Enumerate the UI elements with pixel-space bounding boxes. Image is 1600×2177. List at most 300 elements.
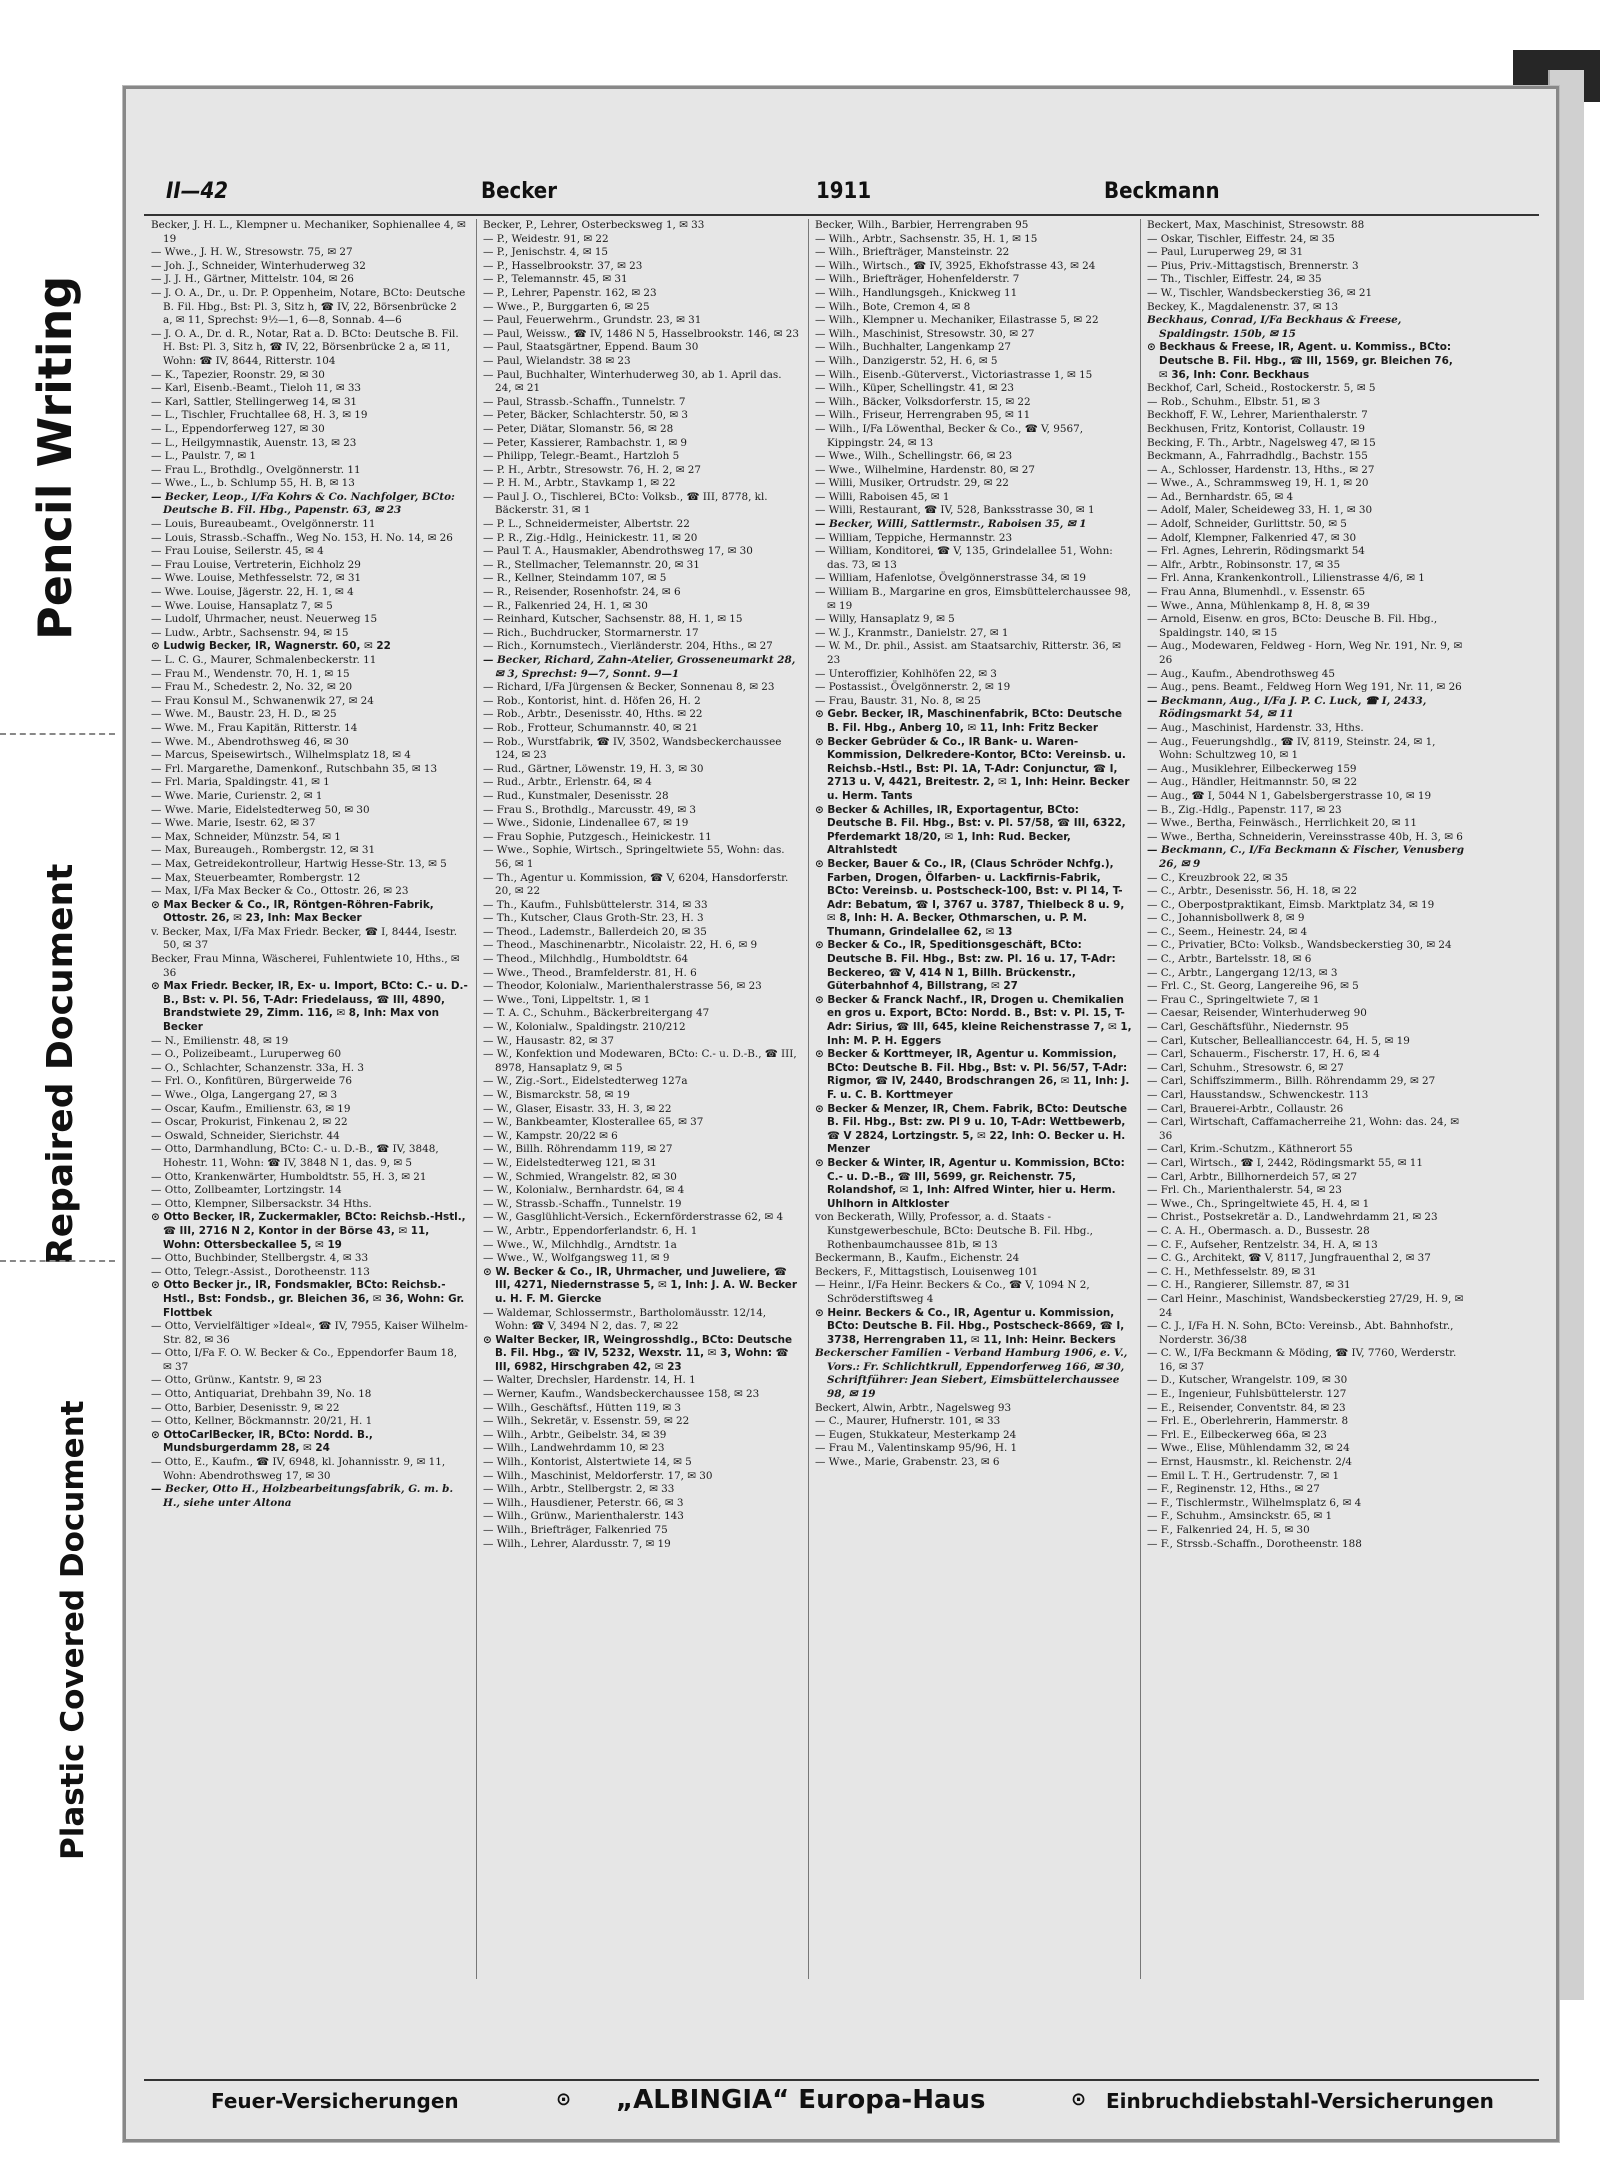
directory-entry: — Wilh., Landwehrdamm 10, ✉ 23 (483, 1442, 665, 1455)
directory-entry: — Th., Agentur u. Kommission, ☎ V, 6204, Hansdorferstr. 20, ✉ 22 (483, 871, 789, 898)
directory-entry: Beckert, Alwin, Arbtr., Nagelsweg 93 (815, 1401, 1012, 1414)
directory-entry: — C. H., Rangierer, Sillemstr. 87, ✉ 31 (1147, 1279, 1351, 1292)
directory-entry: — Wwe. Marie, Eidelstedterweg 50, ✉ 30 (151, 803, 370, 816)
directory-entry: — C., Arbtr., Bartelsstr. 18, ✉ 6 (1147, 953, 1312, 966)
directory-entry: — Frau S., Brothdlg., Marcusstr. 49, ✉ 3 (483, 803, 697, 816)
directory-entry: — Otto, I/Fa F. O. W. Becker & Co., Eppendorfer Baum 18, ✉ 37 (151, 1347, 458, 1373)
directory-entry: — Wwe., Marie, Grabenstr. 23, ✉ 6 (815, 1456, 1000, 1469)
directory-entry: — Caesar, Reisender, Winterhuderweg 90 (1147, 1007, 1367, 1020)
directory-entry: — W., Schmied, Wrangelstr. 82, ✉ 30 (483, 1170, 677, 1183)
directory-entry: — Louis, Bureaubeamt., Ovelgönnerstr. 11 (151, 518, 376, 531)
directory-entry: — William, Konditorei, ☎ V, 135, Grindelallee 51, Wohn: das. 73, ✉ 13 (815, 545, 1113, 571)
directory-entry: — Rud., Arbtr., Erlenstr. 64, ✉ 4 (483, 776, 652, 789)
directory-entry: — Otto, Darmhandlung, BCto: C.- u. D.-B., ☎ IV, 3848, Hohestr. 11, Wohn: ☎ IV, 3848 N 1, das. 9, ✉ 5 (151, 1143, 439, 1169)
page-header (126, 179, 1556, 219)
directory-entry: — L., Heilgymnastik, Auenstr. 13, ✉ 23 (151, 436, 357, 449)
directory-entry: — A., Schlosser, Hardenstr. 13, Hths., ✉ 27 (1147, 463, 1375, 476)
directory-page (123, 86, 1559, 2142)
directory-entry: — W., Gasglühlicht-Versich., Eckernförderstrasse 62, ✉ 4 (483, 1211, 784, 1224)
directory-entry: — C., Privatier, BCto: Volksb., Wandsbeckerstieg 30, ✉ 24 (1147, 939, 1452, 952)
directory-entry: ⊙ Ludwig Becker, IR, Wagnerstr. 60, ✉ 22 (151, 640, 391, 653)
directory-entry: — Rob., Wurstfabrik, ☎ IV, 3502, Wandsbeckerchaussee 124, ✉ 23 (483, 735, 782, 762)
directory-entry: — Frau L., Brothdlg., Ovelgönnerstr. 11 (151, 463, 361, 476)
directory-entry: — F., Reginenstr. 12, Hths., ✉ 27 (1147, 1483, 1320, 1496)
directory-entry: — Willi, Restaurant, ☎ IV, 528, Banksstrasse 30, ✉ 1 (815, 504, 1095, 517)
directory-entry: ⊙ Becker & Korttmeyer, IR, Agentur u. Kommission, BCto: Deutsche B. Fil. Hbg., Bst: v. Pl. 56/57, T-Adr: Rigmor, ☎ IV, 2440, Brodschrangen 26, ✉ 11, Inh: J. F. u. C. B. Korttmeyer (815, 1048, 1130, 1101)
directory-entry: — Frl. Ch., Marienthalerstr. 54, ✉ 23 (1147, 1184, 1342, 1197)
directory-entry: — Aug., Händler, Heitmannstr. 50, ✉ 22 (1147, 776, 1358, 789)
directory-entry: — C. J., I/Fa H. N. Sohn, BCto: Vereinsb., Abt. Bahnhofstr., Norderstr. 36/38 (1147, 1320, 1454, 1346)
directory-entry: — Wwe. Louise, Methfesselstr. 72, ✉ 31 (151, 572, 362, 585)
directory-entry: — Adolf, Schneider, Gurlittstr. 50, ✉ 5 (1147, 518, 1347, 531)
directory-entry: — Wilh., Friseur, Herrengraben 95, ✉ 11 (815, 409, 1031, 422)
directory-entry: — F., Strssb.-Schaffn., Dorotheenstr. 188 (1147, 1537, 1362, 1550)
directory-entry: — Max, Getreidekontrolleur, Hartwig Hesse-Str. 13, ✉ 5 (151, 857, 447, 870)
directory-entry: — Otto, Antiquariat, Drehbahn 39, No. 18 (151, 1388, 372, 1401)
side-label-plastic-covered-document: Plastic Covered Document (55, 1400, 91, 1860)
directory-entry: — Wwe. Marie, Curienstr. 2, ✉ 1 (151, 789, 323, 802)
directory-entry: — W., Glaser, Eisastr. 33, H. 3, ✉ 22 (483, 1102, 672, 1115)
directory-entry: ⊙ Becker & Franck Nachf., IR, Drogen u. Chemikalien en gros u. Export, BCto: Nordd. B., Bst: v. Pl. 15, T-Adr: Sirius, ☎ III, 645, kleine Reichenstrasse 7, ✉ 1, Inh: M. P. H. Eggers (815, 993, 1132, 1047)
directory-entry: ⊙ Becker & Winter, IR, Agentur u. Kommission, BCto: C.- u. D.-B., ☎ III, 5699, gr. Reichenstr. 75, Rolandshof, ✉ 1, Inh: Alfred Winter, hier u. Herm. Uhlhorn in Altkloster (815, 1156, 1125, 1210)
directory-entry: — Otto, Klempner, Silbersackstr. 34 Hths. (151, 1197, 372, 1210)
directory-entry: — Wilh., Danzigerstr. 52, H. 6, ✉ 5 (815, 354, 998, 367)
directory-entry: — Philipp, Telegr.-Beamt., Hartzloh 5 (483, 450, 680, 463)
directory-entry: — Aug., Musiklehrer, Eilbeckerweg 159 (1147, 762, 1357, 775)
directory-entry: — Max, Bureaugeh., Rombergstr. 12, ✉ 31 (151, 844, 376, 857)
directory-entry: — C. G., Architekt, ☎ V, 8117, Jungfrauenthal 2, ✉ 37 (1147, 1252, 1431, 1265)
directory-entry: — P., Weidestr. 91, ✉ 22 (483, 232, 609, 245)
directory-entry: — Max, I/Fa Max Becker & Co., Ottostr. 26, ✉ 23 (151, 885, 409, 898)
directory-entry: — P., Telemannstr. 45, ✉ 31 (483, 273, 628, 286)
directory-entry: — Beckmann, C., I/Fa Beckmann & Fischer, Venusberg 26, ✉ 9 (1147, 844, 1465, 870)
directory-entry: — Marcus, Speisewirtsch., Wilhelmsplatz 18, ✉ 4 (151, 749, 411, 762)
directory-entry: — William, Teppiche, Hermannstr. 23 (815, 531, 1013, 544)
directory-entry: Beckhusen, Fritz, Kontorist, Collaustr. 19 (1147, 422, 1365, 435)
directory-entry: — Karl, Sattler, Stellingerweg 14, ✉ 31 (151, 395, 358, 408)
directory-entry: ⊙ Walter Becker, IR, Weingrosshdlg., BCto: Deutsche B. Fil. Hbg., ☎ IV, 5232, Wexstr. 11, ✉ 3, Wohn: ☎ III, 6982, Hirschgraben 42, ✉ 23 (483, 1333, 793, 1373)
directory-entry: — Wwe., Ch., Springeltwiete 45, H. 4, ✉ 1 (1147, 1197, 1370, 1210)
directory-entry: — Peter, Bäcker, Schlachterstr. 50, ✉ 3 (483, 409, 688, 422)
column-rule (808, 219, 809, 1979)
directory-entry: — Wwe., W., Wolfgangsweg 11, ✉ 9 (483, 1252, 670, 1265)
directory-entry: — Frau M., Schedestr. 2, No. 32, ✉ 20 (151, 681, 353, 694)
directory-entry: — Frl. O., Konfitüren, Bürgerweide 76 (151, 1075, 353, 1088)
directory-entry: — Wwe., Elise, Mühlendamm 32, ✉ 24 (1147, 1442, 1350, 1455)
directory-entry: — Oskar, Tischler, Eiffestr. 24, ✉ 35 (1147, 232, 1335, 245)
directory-entry: — Beckmann, Aug., I/Fa J. P. C. Luck, ☎ I, 2433, Rödingsmarkt 54, ✉ 11 (1147, 694, 1427, 721)
directory-entry: — C., Maurer, Hufnerstr. 101, ✉ 33 (815, 1415, 1001, 1428)
directory-entry: — Frl. Agnes, Lehrerin, Rödingsmarkt 54 (1147, 545, 1365, 558)
directory-entry: — P. H., Arbtr., Stresowstr. 76, H. 2, ✉ 27 (483, 463, 701, 476)
directory-entry: — Max, Schneider, Münzstr. 54, ✉ 1 (151, 830, 341, 843)
directory-entry: — Wilh., Sekretär, v. Essenstr. 59, ✉ 22 (483, 1415, 690, 1428)
directory-entry: — Wwe., Wilh., Schellingstr. 66, ✉ 23 (815, 450, 1013, 463)
directory-entry: Becker, P., Lehrer, Osterbecksweg 1, ✉ 33 (483, 219, 705, 231)
directory-entry: — Frau M., Wendenstr. 70, H. 1, ✉ 15 (151, 667, 350, 680)
directory-entry: Becker, J. H. L., Klempner u. Mechaniker, Sophienallee 4, ✉ 19 (151, 219, 466, 245)
directory-entry: — Wilh., Maschinist, Stresowstr. 30, ✉ 27 (815, 327, 1035, 340)
directory-entry: — Frl. Anna, Krankenkontroll., Lilienstrasse 4/6, ✉ 1 (1147, 572, 1425, 585)
directory-entry: — Wilh., Briefträger, Mansteinstr. 22 (815, 246, 1010, 259)
directory-entry: — Rich., Kornumstech., Vierländerstr. 204, Hths., ✉ 27 (483, 640, 773, 653)
directory-entry: — C. A. H., Obermasch. a. D., Bussestr. 28 (1147, 1224, 1370, 1237)
directory-entry: — C., Arbtr., Langergang 12/13, ✉ 3 (1147, 966, 1338, 979)
directory-entry: — T. A. C., Schuhm., Bäckerbreitergang 47 (483, 1007, 710, 1020)
directory-column-3 (815, 219, 1133, 1979)
directory-entry: — Pius, Priv.-Mittagstisch, Brennerstr. 3 (1147, 259, 1359, 272)
dashed-separator-bottom (0, 1260, 115, 1262)
directory-entry: — Th., Kutscher, Claus Groth-Str. 23, H. 3 (483, 912, 704, 925)
directory-entry: — O., Schlachter, Schanzenstr. 33a, H. 3 (151, 1061, 364, 1074)
directory-entry: — W., Zig.-Sort., Eidelstedterweg 127a (483, 1075, 688, 1088)
directory-entry: — Carl, Geschäftsführ., Niedernstr. 95 (1147, 1021, 1349, 1034)
directory-entry: — Walter, Drechsler, Hardenstr. 14, H. 1 (483, 1374, 696, 1387)
directory-entry: — O., Polizeibeamt., Luruperweg 60 (151, 1048, 342, 1061)
page-number: II—42 (166, 179, 229, 204)
directory-entry: — Frau, Baustr. 31, No. 8, ✉ 25 (815, 694, 981, 707)
directory-entry: — Carl, Wirtschaft, Caffamacherreihe 21, Wohn: das. 24, ✉ 36 (1147, 1116, 1459, 1142)
directory-entry: — Joh. J., Schneider, Winterhuderweg 32 (151, 259, 366, 272)
directory-entry: ⊙ Becker & Menzer, IR, Chem. Fabrik, BCto: Deutsche B. Fil. Hbg., Bst: zw. Pl 9 u. 10, T-Adr: Wettbewerb, ☎ V 2824, Lortzingstr. 5, ✉ 22, Inh: O. Becker u. H. Menzer (815, 1102, 1128, 1156)
directory-entry: — Wilh., Grünw., Marienthalerstr. 143 (483, 1510, 684, 1523)
directory-entry: — P., Lehrer, Papenstr. 162, ✉ 23 (483, 286, 657, 299)
directory-entry: ⊙ Otto Becker, IR, Zuckermakler, BCto: Reichsb.-Hstl., ☎ III, 2716 N 2, Kontor in der Börse 43, ✉ 11, Wohn: Ottersbeckallee 5, ✉ 19 (151, 1211, 466, 1251)
directory-entry: — K., Tapezier, Roonstr. 29, ✉ 30 (151, 368, 325, 381)
directory-entry: — Willy, Hansaplatz 9, ✉ 5 (815, 613, 955, 626)
directory-entry: — Ernst, Hausmstr., kl. Reichenstr. 2/4 (1147, 1456, 1352, 1469)
directory-entry: — J. O. A., Dr. d. R., Notar, Rat a. D. BCto: Deutsche B. Fil. H. Bst: Pl. 3, Sitz h, ☎ IV, 22, Börsenbrücke 2 a, ✉ 11, Wohn: ☎ IV, 8644, Ritterstr. 104 (151, 327, 459, 367)
directory-entry: — Louis, Strassb.-Schaffn., Weg No. 153, H. No. 14, ✉ 26 (151, 531, 453, 544)
directory-entry: — Otto, Zollbeamter, Lortzingstr. 14 (151, 1184, 342, 1197)
directory-entry: — Paul, Buchhalter, Winterhuderweg 30, ab 1. April das. 24, ✉ 21 (483, 368, 782, 395)
directory-entry: — Rob., Kontorist, hint. d. Höfen 26, H. 2 (483, 694, 701, 707)
directory-entry: — L., Eppendorferweg 127, ✉ 30 (151, 422, 325, 435)
directory-entry: — Wilh., Buchhalter, Langenkamp 27 (815, 341, 1012, 354)
directory-entry: Beckey, K., Magdalenenstr. 37, ✉ 13 (1147, 300, 1339, 313)
directory-entry: — Wilh., Maschinist, Meldorferstr. 17, ✉ 30 (483, 1469, 713, 1482)
directory-entry: — R., Falkenried 24, H. 1, ✉ 30 (483, 599, 648, 612)
directory-entry: — Wwe. M., Abendrothsweg 46, ✉ 30 (151, 735, 349, 748)
directory-column-1 (151, 219, 469, 1979)
directory-entry: — W., Kampstr. 20/22 ✉ 6 (483, 1129, 618, 1142)
directory-entry: Beckhaus, Conrad, I/Fa Beckhaus & Freese, Spaldingstr. 150b, ✉ 15 (1147, 314, 1402, 340)
directory-entry: — Wilh., Eisenb.-Güterverst., Victoriastrasse 1, ✉ 15 (815, 368, 1093, 381)
directory-entry: — Karl, Eisenb.-Beamt., Tieloh 11, ✉ 33 (151, 382, 362, 395)
directory-entry: — William B., Margarine en gros, Eimsbüttelerchaussee 98, ✉ 19 (815, 586, 1131, 612)
directory-entry: — N., Emilienstr. 48, ✉ 19 (151, 1034, 289, 1047)
directory-entry: — R., Stellmacher, Telemannstr. 20, ✉ 31 (483, 558, 700, 571)
directory-entry: — Wilh., Briefträger, Falkenried 75 (483, 1524, 668, 1536)
directory-entry: — W., Strassb.-Schaffn., Tunnelstr. 19 (483, 1197, 682, 1210)
directory-entry: — B., Zig.-Hdlg., Papenstr. 117, ✉ 23 (1147, 803, 1342, 816)
directory-entry: — Becker, Richard, Zahn-Atelier, Grosseneumarkt 28, ✉ 3, Sprechst: 9—7, Sonnt. 9—1 (483, 654, 796, 680)
directory-entry: — Otto, Buchbinder, Stellbergstr. 4, ✉ 33 (151, 1252, 369, 1265)
directory-entry: — Adolf, Klempner, Falkenried 47, ✉ 30 (1147, 531, 1357, 544)
directory-entry: — Frau Louise, Seilerstr. 45, ✉ 4 (151, 545, 324, 558)
directory-entry: — William, Hafenlotse, Övelgönnerstrasse 34, ✉ 19 (815, 572, 1087, 585)
header-year: 1911 (816, 179, 872, 204)
directory-entry: — Eugen, Stukkateur, Mesterkamp 24 (815, 1428, 1017, 1441)
directory-entry: — Paul, Wielandstr. 38 ✉ 23 (483, 354, 631, 367)
directory-entry: — Wwe., Olga, Langergang 27, ✉ 3 (151, 1089, 338, 1101)
directory-entry: — Wilh., Bäcker, Volksdorferstr. 15, ✉ 22 (815, 395, 1031, 408)
directory-entry: — Frau Anna, Blumenhdl., v. Essenstr. 65 (1147, 586, 1366, 599)
directory-entry: — Carl, Brauerei-Arbtr., Collaustr. 26 (1147, 1102, 1344, 1115)
directory-entry: — Wilh., Arbtr., Stellbergstr. 2, ✉ 33 (483, 1483, 675, 1496)
directory-entry: — Frau Louise, Vertreterin, Eichholz 29 (151, 558, 361, 571)
directory-entry: Beckers, F., Mittagstisch, Louisenweg 101 (815, 1265, 1039, 1278)
directory-entry: — Wwe. Louise, Hansaplatz 7, ✉ 5 (151, 599, 333, 612)
directory-entry: Beckmann, A., Fahrradhdlg., Bachstr. 155 (1147, 450, 1368, 463)
directory-entry: — Wilh., Wirtsch., ☎ IV, 3925, Ekhofstrasse 43, ✉ 24 (815, 259, 1096, 272)
directory-entry: — Theodor, Kolonialw., Marienthalerstrasse 56, ✉ 23 (483, 980, 762, 993)
directory-entry: ⊙ Becker & Co., IR, Speditionsgeschäft, BCto: Deutsche B. Fil. Hbg., Bst: zw. Pl. 16 u. 17, T-Adr: Beckereo, ☎ V, 414 N 1, Billh. Brückenstr., Güterbahnhof 4, Billstrang, ✉ 27 (815, 939, 1116, 993)
directory-entry: — Otto, Grünw., Kantstr. 9, ✉ 23 (151, 1374, 322, 1387)
directory-entry: — Otto, Telegr.-Assist., Dorotheenstr. 113 (151, 1265, 370, 1278)
directory-entry: — Aug., Kaufm., Abendrothsweg 45 (1147, 667, 1335, 680)
footer-left: Feuer-Versicherungen (211, 2089, 459, 2113)
footer-rule (144, 2079, 1539, 2081)
footer-right: Einbruchdiebstahl-Versicherungen (1106, 2089, 1494, 2113)
directory-entry: — W., Konfektion und Modewaren, BCto: C.- u. D.-B., ☎ III, 8978, Hansaplatz 9, ✉ 5 (483, 1048, 797, 1074)
directory-entry: ⊙ Becker Gebrüder & Co., IR Bank- u. Waren-Kommission, Delkredere-Kontor, BCto: Vereinsb. u. Reichsb.-Hstl., Bst: Pl. 1A, T-Adr: Conjunctur, ☎ I, 2713 u. V, 4421, Breitestr. 2, ✉ 1, Inh: Heinr. Becker u. Herm. Tants (815, 735, 1130, 802)
directory-entry: — Willi, Raboisen 45, ✉ 1 (815, 490, 950, 503)
directory-entry: — W., Bankbeamter, Klosterallee 65, ✉ 37 (483, 1116, 704, 1129)
directory-entry: — W., Kolonialw., Spaldingstr. 210/212 (483, 1021, 686, 1034)
directory-entry: — Aug., Modewaren, Feldweg - Horn, Weg Nr. 191, Nr. 9, ✉ 26 (1147, 640, 1463, 666)
directory-entry: — E., Ingenieur, Fuhlsbüttelerstr. 127 (1147, 1388, 1347, 1401)
directory-entry: — Aug., pens. Beamt., Feldweg Horn Weg 191, Nr. 11, ✉ 26 (1147, 681, 1462, 694)
directory-entry: — Wilh., Arbtr., Sachsenstr. 35, H. 1, ✉ 15 (815, 232, 1038, 245)
directory-entry: — Frl. E., Eilbeckerweg 66a, ✉ 23 (1147, 1428, 1327, 1441)
directory-entry: v. Becker, Max, I/Fa Max Friedr. Becker, ☎ I, 8444, Isestr. 50, ✉ 37 (151, 925, 458, 952)
directory-entry: — Paul, Luruperweg 29, ✉ 31 (1147, 246, 1304, 259)
side-label-pencil-writing: Pencil Writing (28, 275, 82, 640)
directory-entry: — Wwe., Sophie, Wirtsch., Springeltwiete 55, Wohn: das. 56, ✉ 1 (483, 844, 785, 870)
directory-entry: — Wilh., Briefträger, Hohenfelderstr. 7 (815, 273, 1020, 286)
directory-columns (151, 219, 1541, 1979)
directory-entry: — Wwe. M., Baustr. 23, H. D., ✉ 25 (151, 708, 337, 721)
directory-entry: — F., Schuhm., Amsinckstr. 65, ✉ 1 (1147, 1510, 1333, 1523)
directory-entry: — Rob., Frotteur, Schumannstr. 40, ✉ 21 (483, 721, 699, 734)
directory-entry: — Wwe. Marie, Isestr. 62, ✉ 37 (151, 817, 316, 830)
directory-entry: — Paul, Staatsgärtner, Eppend. Baum 30 (483, 341, 699, 354)
directory-entry: — Paul, Feuerwehrm., Grundstr. 23, ✉ 31 (483, 314, 702, 327)
directory-entry: ⊙ Heinr. Beckers & Co., IR, Agentur u. Kommission, BCto: Deutsche B. Fil. Hbg., Postscheck-8669, ☎ I, 3738, Herrengraben 11, ✉ 11, Inh: Heinr. Beckers (815, 1306, 1125, 1346)
directory-entry: — P. H. M., Arbtr., Stavkamp 1, ✉ 22 (483, 477, 676, 490)
directory-entry: — J. O. A., Dr., u. Dr. P. Oppenheim, Notare, BCto: Deutsche B. Fil. Hbg., Bst: Pl. 3, Sitz h, ☎ IV, 22, Börsenbrücke 2 a, ✉ 11, Sprechst: 9½—1, 6—8, Sonnab. 4—6 (151, 286, 466, 327)
directory-entry: — R., Reisender, Rosenhofstr. 24, ✉ 6 (483, 586, 681, 599)
directory-entry: — Th., Kaufm., Fuhlsbüttelerstr. 314, ✉ 33 (483, 898, 708, 911)
directory-entry: — Carl Heinr., Maschinist, Wandsbeckerstieg 27/29, H. 9, ✉ 24 (1147, 1292, 1464, 1319)
directory-entry: — Frau Konsul M., Schwanenwik 27, ✉ 24 (151, 694, 374, 707)
directory-entry: — Frau M., Valentinskamp 95/96, H. 1 (815, 1442, 1018, 1455)
directory-entry: — Wilh., Kontorist, Alstertwiete 14, ✉ 5 (483, 1456, 692, 1469)
directory-entry: — W., Arbtr., Eppendorferlandstr. 6, H. 1 (483, 1224, 698, 1237)
directory-entry: — Wilh., Hausdiener, Peterstr. 66, ✉ 3 (483, 1496, 684, 1509)
directory-entry: — Frl. Maria, Spaldingstr. 41, ✉ 1 (151, 776, 330, 789)
directory-entry: — Oscar, Prokurist, Finkenau 2, ✉ 22 (151, 1116, 348, 1129)
directory-entry: Becker, Frau Minna, Wäscherei, Fuhlentwiete 10, Hths., ✉ 36 (151, 953, 460, 979)
directory-entry: — Otto, Vervielfältiger »Ideal«, ☎ IV, 7955, Kaiser Wilhelm-Str. 82, ✉ 36 (151, 1320, 468, 1346)
directory-entry: Beckermann, B., Kaufm., Eichenstr. 24 (815, 1252, 1020, 1265)
directory-entry: — Otto, Barbier, Desenisstr. 9, ✉ 22 (151, 1401, 340, 1414)
directory-entry: — Frau Sophie, Putzgesch., Heinickestr. 11 (483, 830, 712, 843)
directory-entry: — Aug., ☎ I, 5044 N 1, Gabelsbergerstrasse 10, ✉ 19 (1147, 789, 1432, 802)
directory-entry: — Max, Steuerbeamter, Rombergstr. 12 (151, 871, 361, 884)
directory-entry: — Ad., Bernhardstr. 65, ✉ 4 (1147, 490, 1294, 503)
directory-entry: — Paul J. O., Tischlerei, BCto: Volksb., ☎ III, 8778, kl. Bäckerstr. 31, ✉ 1 (483, 490, 768, 517)
directory-entry: — C. W., I/Fa Beckmann & Möding, ☎ IV, 7760, Werderstr. 16, ✉ 37 (1147, 1347, 1457, 1373)
directory-entry: — Peter, Diätar, Slomanstr. 56, ✉ 28 (483, 422, 674, 435)
directory-entry: — Otto, Krankenwärter, Humboldtstr. 55, H. 3, ✉ 21 (151, 1170, 427, 1183)
dashed-separator-top (0, 733, 115, 735)
directory-entry: — Carl, Arbtr., Billhornerdeich 57, ✉ 27 (1147, 1170, 1358, 1183)
directory-entry: — P. L., Schneidermeister, Albertstr. 22 (483, 518, 690, 531)
directory-entry: — Wwe., Sidonie, Lindenallee 67, ✉ 19 (483, 817, 689, 830)
directory-entry: ⊙ Max Friedr. Becker, IR, Ex- u. Import, BCto: C.- u. D.-B., Bst: v. Pl. 56, T-Adr: Friedelauss, ☎ III, 4890, Brandstwiete 29, Zimm. 116, ✉ 8, Inh: Max von Becker (151, 980, 468, 1034)
directory-entry: Becker, Wilh., Barbier, Herrengraben 95 (815, 219, 1029, 231)
directory-entry: ⊙ Max Becker & Co., IR, Röntgen-Röhren-Fabrik, Ottostr. 26, ✉ 23, Inh: Max Becker (151, 898, 434, 925)
directory-entry: — Wilh., Bote, Cremon 4, ✉ 8 (815, 300, 971, 313)
directory-entry: — Ludolf, Uhrmacher, neust. Neuerweg 15 (151, 613, 378, 626)
directory-entry: — Arnold, Eisenw. en gros, BCto: Deusche B. Fil. Hbg., Spaldingstr. 140, ✉ 15 (1147, 613, 1438, 639)
directory-entry: — Frl. C., St. Georg, Langereihe 96, ✉ 5 (1147, 980, 1359, 993)
directory-entry: — Paul, Weissw., ☎ IV, 1486 N 5, Hasselbrookstr. 146, ✉ 23 (483, 327, 799, 340)
directory-entry: — W., Hausastr. 82, ✉ 37 (483, 1034, 614, 1047)
directory-entry: — Aug., Maschinist, Hardenstr. 33, Hths. (1147, 721, 1364, 734)
directory-entry: — Frau C., Springeltwiete 7, ✉ 1 (1147, 993, 1320, 1006)
directory-entry: — Christ., Postsekretär a. D., Landwehrdamm 21, ✉ 23 (1147, 1211, 1438, 1224)
directory-entry: — E., Reisender, Conventstr. 84, ✉ 23 (1147, 1401, 1346, 1414)
directory-entry: — Werner, Kaufm., Wandsbeckerchaussee 158, ✉ 23 (483, 1388, 760, 1401)
column-rule (1140, 219, 1141, 1979)
directory-entry: Beckhoff, F. W., Lehrer, Marienthalerstr. 7 (1147, 409, 1368, 422)
directory-entry: — Paul, Strassb.-Schaffn., Tunnelstr. 7 (483, 395, 686, 408)
directory-entry: — Reinhard, Kutscher, Sachsenstr. 88, H. 1, ✉ 15 (483, 613, 743, 626)
directory-entry: — C., Oberpostpraktikant, Eimsb. Marktplatz 34, ✉ 19 (1147, 898, 1435, 911)
directory-entry: — Theod., Milchhdlg., Humboldtstr. 64 (483, 953, 689, 966)
directory-entry: — W. M., Dr. phil., Assist. am Staatsarchiv, Ritterstr. 36, ✉ 23 (815, 640, 1121, 666)
directory-entry: — Wwe., Toni, Lippeltstr. 1, ✉ 1 (483, 993, 651, 1006)
directory-entry: — Rud., Kunstmaler, Desenisstr. 28 (483, 789, 669, 802)
directory-entry: ⊙ Gebr. Becker, IR, Maschinenfabrik, BCto: Deutsche B. Fil. Hbg., Anberg 10, ✉ 11, Inh: Fritz Becker (815, 708, 1123, 734)
header-name-left: Becker (481, 179, 558, 204)
directory-entry: — Wwe., Bertha, Schneiderin, Vereinsstrasse 40b, H. 3, ✉ 6 (1147, 830, 1463, 843)
directory-entry: — W., Eidelstedterweg 121, ✉ 31 (483, 1156, 657, 1169)
directory-entry: ⊙ Becker, Bauer & Co., IR, (Claus Schröder Nchfg.), Farben, Drogen, Ölfarben- u. Lackfirnis-Fabrik, BCto: Vereinsb. u. Postscheck-100, Bst: v. Pl 14, T-Adr: Bebatum, ☎ I, 3767 u. 3787, Thielbeck 8 u. 9, ✉ 8, Inh: H. A. Becker, Othmarschen, u. P. M. Thumann, Grindelallee 62, ✉ 13 (815, 857, 1125, 938)
directory-entry: — Wwe. Louise, Jägerstr. 22, H. 1, ✉ 4 (151, 586, 354, 599)
directory-entry: ⊙ OttoCarlBecker, IR, BCto: Nordd. B., Mundsburgerdamm 28, ✉ 24 (151, 1428, 373, 1455)
directory-column-4 (1147, 219, 1465, 1979)
directory-entry: — Wilh., Lehrer, Alardusstr. 7, ✉ 19 (483, 1537, 671, 1550)
directory-entry: — Wwe. M., Frau Kapitän, Ritterstr. 14 (151, 721, 358, 734)
directory-entry: — Aug., Feuerungshdlg., ☎ IV, 8119, Steinstr. 24, ✉ 1, Wohn: Schultzweg 10, ✉ 1 (1147, 735, 1436, 762)
directory-entry: ⊙ W. Becker & Co., IR, Uhrmacher, und Juweliere, ☎ III, 4271, Niedernstrasse 5, ✉ 1, Inh: J. A. W. Becker u. H. F. M. Giercke (483, 1265, 797, 1305)
directory-entry: — L., Paulstr. 7, ✉ 1 (151, 450, 257, 463)
directory-entry: — Carl, Kutscher, Belleallianccestr. 64, H. 5, ✉ 19 (1147, 1034, 1410, 1047)
footer-bullet-left: ⊙ (556, 2089, 572, 2110)
directory-entry: ⊙ Beckhaus & Freese, IR, Agent. u. Kommiss., BCto: Deutsche B. Fil. Hbg., ☎ III, 1569, gr. Bleichen 76, ✉ 36, Inh: Conr. Beckhaus (1147, 341, 1453, 381)
directory-entry: — J. J. H., Gärtner, Mittelstr. 104, ✉ 26 (151, 273, 354, 286)
directory-entry: — Alfr., Arbtr., Robinsonstr. 17, ✉ 35 (1147, 558, 1341, 571)
directory-entry: — Frl. E., Oberlehrerin, Hammerstr. 8 (1147, 1415, 1349, 1428)
directory-entry: — C., Kreuzbrook 22, ✉ 35 (1147, 871, 1289, 884)
directory-entry: — Wwe., Bertha, Feinwäsch., Herrlichkeit 20, ✉ 11 (1147, 817, 1417, 830)
directory-entry: — Carl, Krim.-Schutzm., Käthnerort 55 (1147, 1143, 1353, 1156)
directory-entry: — Wwe., L., b. Schlump 55, H. B, ✉ 13 (151, 477, 355, 490)
directory-entry: — Postassist., Övelgönnerstr. 2, ✉ 19 (815, 681, 1011, 694)
directory-entry: ⊙ Otto Becker jr., IR, Fondsmakler, BCto: Reichsb.-Hstl., Bst: Fondsb., gr. Bleichen 36, ✉ 36, Wohn: Gr. Flottbek (151, 1279, 465, 1319)
header-name-right: Beckmann (1104, 179, 1220, 204)
directory-entry: — W. J., Kranmstr., Danielstr. 27, ✉ 1 (815, 626, 1009, 639)
directory-entry: — P., Hasselbrookstr. 37, ✉ 23 (483, 259, 643, 272)
directory-entry: — Unteroffizier, Kohlhöfen 22, ✉ 3 (815, 667, 997, 680)
directory-entry: — Carl, Schauerm., Fischerstr. 17, H. 6, ✉ 4 (1147, 1048, 1380, 1061)
directory-entry: — Oswald, Schneider, Sierichstr. 44 (151, 1129, 340, 1142)
footer-center: „ALBINGIA“ Europa-Haus (616, 2085, 986, 2115)
directory-entry: — Wwe., Theod., Bramfelderstr. 81, H. 6 (483, 966, 697, 979)
directory-entry: Beckhof, Carl, Scheid., Rostockerstr. 5, ✉ 5 (1147, 382, 1376, 395)
directory-entry: — Otto, Kellner, Böckmannstr. 20/21, H. 1 (151, 1415, 373, 1428)
directory-entry: — L. C. G., Maurer, Schmalenbeckerstr. 11 (151, 654, 377, 666)
header-rule (144, 214, 1539, 216)
directory-entry: — Wilh., Klempner u. Mechaniker, Eilastrasse 5, ✉ 22 (815, 314, 1099, 327)
directory-entry: — Wwe., A., Schrammsweg 19, H. 1, ✉ 20 (1147, 477, 1369, 490)
directory-entry: Beckerscher Familien - Verband Hamburg 1906, e. V., Vors.: Fr. Schlichtkrull, Eppendorferweg 166, ✉ 30, Schriftführer: Jean Siebert, Eimsbüttelerchaussee 98, ✉ 19 (815, 1347, 1128, 1401)
directory-entry: — Rob., Arbtr., Desenisstr. 40, Hths. ✉ 22 (483, 708, 703, 721)
directory-entry: — Wilh., Geschäftsf., Hütten 119, ✉ 3 (483, 1401, 681, 1414)
directory-entry: — R., Kellner, Steindamm 107, ✉ 5 (483, 572, 667, 585)
directory-entry: — F., Falkenried 24, H. 5, ✉ 30 (1147, 1524, 1310, 1536)
directory-entry: — Adolf, Maler, Scheideweg 33, H. 1, ✉ 30 (1147, 504, 1373, 517)
directory-entry: — Heinr., I/Fa Heinr. Beckers & Co., ☎ V, 1094 N 2, Schröderstiftsweg 4 (815, 1279, 1090, 1305)
page-footer (126, 2085, 1556, 2129)
directory-entry: — Becker, Leop., I/Fa Kohrs & Co. Nachfolger, BCto: Deutsche B. Fil. Hbg., Papenstr. 63, ✉ 23 (151, 490, 455, 517)
directory-entry: — Willi, Musiker, Ortrudstr. 29, ✉ 22 (815, 477, 1009, 490)
directory-entry: — C. H., Methfesselstr. 89, ✉ 31 (1147, 1265, 1317, 1278)
directory-column-2 (483, 219, 801, 1979)
directory-entry: — Waldemar, Schlossermstr., Bartholomäusstr. 12/14, Wohn: ☎ V, 3494 N 2, das. 7, ✉ 22 (483, 1306, 767, 1333)
directory-entry: — Wwe., Anna, Mühlenkamp 8, H. 8, ✉ 39 (1147, 599, 1370, 612)
directory-entry: — Paul T. A., Hausmakler, Abendrothsweg 17, ✉ 30 (483, 545, 753, 558)
directory-entry: — Wilh., Arbtr., Geibelstr. 34, ✉ 39 (483, 1428, 667, 1441)
directory-entry: — Rud., Gärtner, Löwenstr. 19, H. 3, ✉ 30 (483, 762, 704, 775)
directory-entry: — Emil L. T. H., Gertrudenstr. 7, ✉ 1 (1147, 1469, 1340, 1482)
directory-entry: Becking, F. Th., Arbtr., Nagelsweg 47, ✉ 15 (1147, 436, 1376, 449)
directory-entry: — W., Kolonialw., Bernhardstr. 64, ✉ 4 (483, 1184, 685, 1197)
directory-entry: — C., Seem., Heinestr. 24, ✉ 4 (1147, 925, 1308, 938)
directory-entry: — W., Bismarckstr. 58, ✉ 19 (483, 1089, 630, 1101)
directory-entry: — Theod., Maschinenarbtr., Nicolaistr. 22, H. 6, ✉ 9 (483, 939, 758, 952)
directory-entry: — L., Tischler, Fruchtallee 68, H. 3, ✉ 19 (151, 409, 368, 422)
directory-entry: — Richard, I/Fa Jürgensen & Becker, Sonnenau 8, ✉ 23 (483, 681, 775, 694)
directory-entry: — Rob., Schuhm., Elbstr. 51, ✉ 3 (1147, 395, 1321, 408)
directory-entry: — W., Billh. Röhrendamm 119, ✉ 27 (483, 1143, 673, 1156)
directory-entry: ⊙ Becker & Achilles, IR, Exportagentur, BCto: Deutsche B. Fil. Hbg., Bst: v. Pl. 57/58, ☎ III, 6322, Pferdemarkt 18/20, ✉ 1, Inh: Rud. Becker, Altrahlstedt (815, 803, 1126, 857)
directory-entry: — Wwe., P., Burggarten 6, ✉ 25 (483, 300, 650, 313)
directory-entry: — W., Tischler, Wandsbeckerstieg 36, ✉ 21 (1147, 286, 1373, 299)
directory-entry: — D., Kutscher, Wrangelstr. 109, ✉ 30 (1147, 1374, 1348, 1387)
directory-entry: — Otto, E., Kaufm., ☎ IV, 6948, kl. Johannisstr. 9, ✉ 11, Wohn: Abendrothsweg 17, ✉ 30 (151, 1456, 446, 1482)
directory-entry: — Wwe., J. H. W., Stresowstr. 75, ✉ 27 (151, 246, 353, 259)
directory-entry: — Oscar, Kaufm., Emilienstr. 63, ✉ 19 (151, 1102, 351, 1115)
column-rule (476, 219, 477, 1979)
directory-entry: — Frl. Margarethe, Damenkonf., Rutschbahn 35, ✉ 13 (151, 762, 438, 775)
directory-entry: — C., Arbtr., Desenisstr. 56, H. 18, ✉ 22 (1147, 885, 1358, 898)
directory-entry: — Wwe., Wilhelmine, Hardenstr. 80, ✉ 27 (815, 463, 1035, 476)
